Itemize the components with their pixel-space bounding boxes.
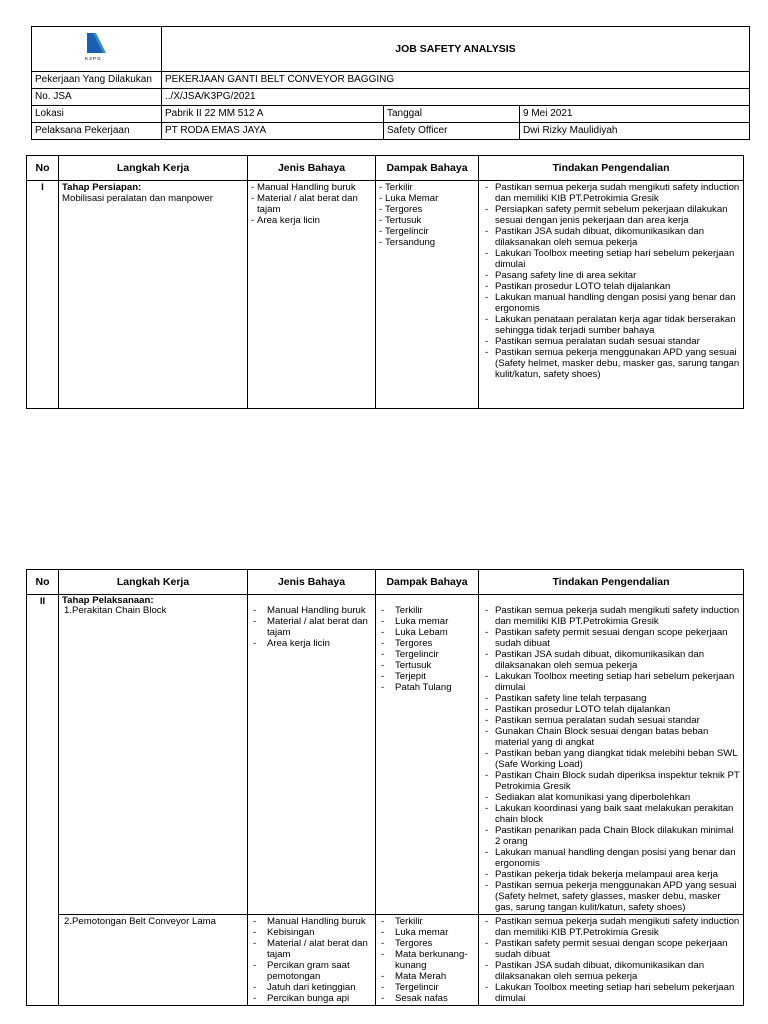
list-item: - Tergores: [379, 204, 475, 215]
tindakan-list: [482, 916, 740, 1004]
list-item: - Mata berkunang-kunang: [379, 949, 475, 971]
list-item: - Pastikan semua pekerja menggunakan APD yang sesuai (Safety helmet, safety glasses, masker debu, masker gas, sarung tangan kulit/katun, safety shoes): [482, 880, 740, 913]
list-item: - Luka Lebam: [379, 627, 475, 638]
langkah-cell: [59, 181, 248, 409]
list-item: - Percikan gram saat pemotongan: [251, 960, 372, 982]
dampak-list: [379, 605, 475, 693]
list-item: - Tergores: [379, 638, 475, 649]
list-item: - Manual Handling buruk: [251, 182, 372, 193]
list-item: - Lakukan Toolbox meeting setiap hari sebelum pekerjaan dimulai: [482, 248, 740, 270]
dampak-cell: [376, 595, 479, 915]
list-item: - Luka Memar: [379, 193, 475, 204]
list-item: - Tersandung: [379, 237, 475, 248]
col-langkah-kerja: Langkah Kerja: [59, 570, 248, 595]
dampak-cell: [376, 181, 479, 409]
list-item: - Pastikan JSA sudah dibuat, dikomunikasikan dan dilaksanakan oleh semua pekerja: [482, 226, 740, 248]
jsa-table-persiapan: [26, 155, 744, 409]
logo-cell: [32, 27, 162, 72]
list-item: - Jatuh dari ketinggian: [251, 982, 372, 993]
jenis-list: [251, 916, 372, 1004]
stage-title: Tahap Pelaksanaan:: [62, 595, 154, 606]
dampak-list: [379, 182, 475, 248]
row-number: I: [27, 181, 59, 409]
pelaksana-value: PT RODA EMAS JAYA: [162, 123, 384, 140]
langkah-cell: [59, 595, 248, 915]
tindakan-cell: [479, 915, 744, 1006]
logo-text: K 3 P G: [84, 56, 101, 61]
list-item: - Pastikan beban yang diangkat tidak melebihi beban SWL (Safe Working Load): [482, 748, 740, 770]
list-item: - Pastikan JSA sudah dibuat, dikomunikasikan dan dilaksanakan oleh semua pekerja: [482, 960, 740, 982]
tindakan-cell: [479, 595, 744, 915]
list-item: - Lakukan manual handling dengan posisi yang benar dan ergonomis: [482, 847, 740, 869]
table-header-row: [27, 156, 744, 181]
col-tindakan-pengendalian: Tindakan Pengendalian: [479, 570, 744, 595]
lokasi-label: Lokasi: [32, 106, 162, 123]
dampak-cell: [376, 915, 479, 1006]
list-item: - Gunakan Chain Block sesuai dengan batas beban material yang di angkat: [482, 726, 740, 748]
list-item: - Area kerja licin: [251, 638, 372, 649]
list-item: - Pastikan prosedur LOTO telah dijalankan: [482, 281, 740, 292]
stage-title: Tahap Persiapan:: [62, 182, 142, 193]
tindakan-list: [482, 605, 740, 913]
tindakan-list: [482, 182, 740, 380]
list-item: - Terjepit: [379, 671, 475, 682]
table-row: [27, 181, 744, 409]
list-item: - Lakukan penataan peralatan kerja agar tidak berserakan sehingga tidak terjadi sumber bahaya: [482, 314, 740, 336]
list-item: - Pastikan semua pekerja sudah mengikuti safety induction dan memiliki KIB PT.Petrokimia Gresik: [482, 916, 740, 938]
list-item: - Pastikan penarikan pada Chain Block dilakukan minimal 2 orang: [482, 825, 740, 847]
list-item: - Pasang safety line di area sekitar: [482, 270, 740, 281]
list-item: - Pastikan safety permit sesuai dengan scope pekerjaan sudah dibuat: [482, 627, 740, 649]
dampak-list: [379, 916, 475, 1004]
row-number: II: [27, 595, 59, 1006]
list-item: - Tertusuk: [379, 660, 475, 671]
table-row: [27, 915, 744, 1006]
list-item: - Lakukan Toolbox meeting setiap hari sebelum pekerjaan dimulai: [482, 671, 740, 693]
col-dampak-bahaya: Dampak Bahaya: [376, 570, 479, 595]
list-item: - Pastikan semua peralatan sudah sesuai standar: [482, 715, 740, 726]
list-item: - Tertusuk: [379, 215, 475, 226]
list-item: - Luka memar: [379, 616, 475, 627]
list-item: - Pastikan JSA sudah dibuat, dikomunikasikan dan dilaksanakan oleh semua pekerja: [482, 649, 740, 671]
list-item: - Mata Merah: [379, 971, 475, 982]
list-item: - Area kerja licin: [251, 215, 372, 226]
list-item: - Material / alat berat dan tajam: [251, 616, 372, 638]
jenis-cell: [248, 915, 376, 1006]
step-label: Mobilisasi peralatan dan manpower: [62, 193, 213, 204]
lokasi-value: Pabrik II 22 MM 512 A: [162, 106, 384, 123]
tanggal-value: 9 Mei 2021: [520, 106, 750, 123]
tanggal-label: Tanggal: [384, 106, 520, 123]
list-item: - Pastikan semua pekerja menggunakan APD yang sesuai (Safety helmet, masker debu, masker gas, sarung tangan kulit/katun, safety shoes): [482, 347, 740, 380]
pelaksana-label: Pelaksana Pekerjaan: [32, 123, 162, 140]
jenis-list: [251, 605, 372, 649]
pekerjaan-label: Pekerjaan Yang Dilakukan: [32, 72, 162, 89]
document-title: JOB SAFETY ANALYSIS: [162, 27, 750, 72]
list-item: - Terkilir: [379, 916, 475, 927]
list-item: - Pastikan Chain Block sudah diperiksa inspektur teknik PT Petrokimia Gresik: [482, 770, 740, 792]
tindakan-cell: [479, 181, 744, 409]
list-item: - Luka memar: [379, 927, 475, 938]
jenis-cell: [248, 595, 376, 915]
col-jenis-bahaya: Jenis Bahaya: [248, 156, 376, 181]
step-label: 2.Pemotongan Belt Conveyor Lama: [64, 916, 216, 927]
col-dampak-bahaya: Dampak Bahaya: [376, 156, 479, 181]
list-item: - Terkilir: [379, 182, 475, 193]
list-item: - Terkilir: [379, 605, 475, 616]
list-item: - Tergores: [379, 938, 475, 949]
col-langkah-kerja: Langkah Kerja: [59, 156, 248, 181]
list-item: - Pastikan semua pekerja sudah mengikuti safety induction dan memiliki KIB PT.Petrokimia Gresik: [482, 182, 740, 204]
list-item: - Pastikan pekerja tidak bekerja melampaui area kerja: [482, 869, 740, 880]
list-item: - Material / alat berat dan tajam: [251, 193, 372, 215]
nojsa-value: ../X/JSA/K3PG/2021: [162, 89, 750, 106]
list-item: - Material / alat berat dan tajam: [251, 938, 372, 960]
jenis-cell: [248, 181, 376, 409]
list-item: - Sediakan alat komunikasi yang diperbolehkan: [482, 792, 740, 803]
col-jenis-bahaya: Jenis Bahaya: [248, 570, 376, 595]
safety-officer-label: Safety Officer: [384, 123, 520, 140]
list-item: - Tergelincir: [379, 649, 475, 660]
list-item: - Patah Tulang: [379, 682, 475, 693]
col-no: No: [27, 570, 59, 595]
safety-officer-value: Dwi Rizky Maulidiyah: [520, 123, 750, 140]
pekerjaan-value: PEKERJAAN GANTI BELT CONVEYOR BAGGING: [162, 72, 750, 89]
list-item: - Kebisingan: [251, 927, 372, 938]
list-item: - Pastikan prosedur LOTO telah dijalankan: [482, 704, 740, 715]
jsa-header-table: [31, 26, 750, 140]
list-item: - Manual Handling buruk: [251, 605, 372, 616]
jsa-table-pelaksanaan: [26, 569, 744, 1006]
list-item: - Pastikan semua peralatan sudah sesuai standar: [482, 336, 740, 347]
table-row: [27, 595, 744, 915]
list-item: - Sesak nafas: [379, 993, 475, 1004]
list-item: - Lakukan koordinasi yang baik saat melakukan perakitan chain block: [482, 803, 740, 825]
col-no: No: [27, 156, 59, 181]
list-item: - Manual Handling buruk: [251, 916, 372, 927]
list-item: - Pastikan safety line telah terpasang: [482, 693, 740, 704]
list-item: - Percikan bunga api: [251, 993, 372, 1004]
step-label: 1.Perakitan Chain Block: [64, 605, 167, 616]
list-item: - Lakukan manual handling dengan posisi yang benar dan ergonomis: [482, 292, 740, 314]
list-item: - Tergelincir: [379, 982, 475, 993]
list-item: - Lakukan Toolbox meeting setiap hari sebelum pekerjaan dimulai: [482, 982, 740, 1004]
jenis-list: [251, 182, 372, 226]
nojsa-label: No. JSA: [32, 89, 162, 106]
list-item: - Tergelincir: [379, 226, 475, 237]
col-tindakan-pengendalian: Tindakan Pengendalian: [479, 156, 744, 181]
list-item: - Pastikan safety permit sesuai dengan scope pekerjaan sudah dibuat: [482, 938, 740, 960]
table-header-row: [27, 570, 744, 595]
list-item: - Pastikan semua pekerja sudah mengikuti safety induction dan memiliki KIB PT.Petrokimia Gresik: [482, 605, 740, 627]
list-item: - Persiapkan safety permit sebelum pekerjaan dilakukan sesuai dengan jenis pekerjaan dan area kerja: [482, 204, 740, 226]
k3pg-logo-icon: [84, 31, 110, 61]
langkah-cell: [59, 915, 248, 1006]
